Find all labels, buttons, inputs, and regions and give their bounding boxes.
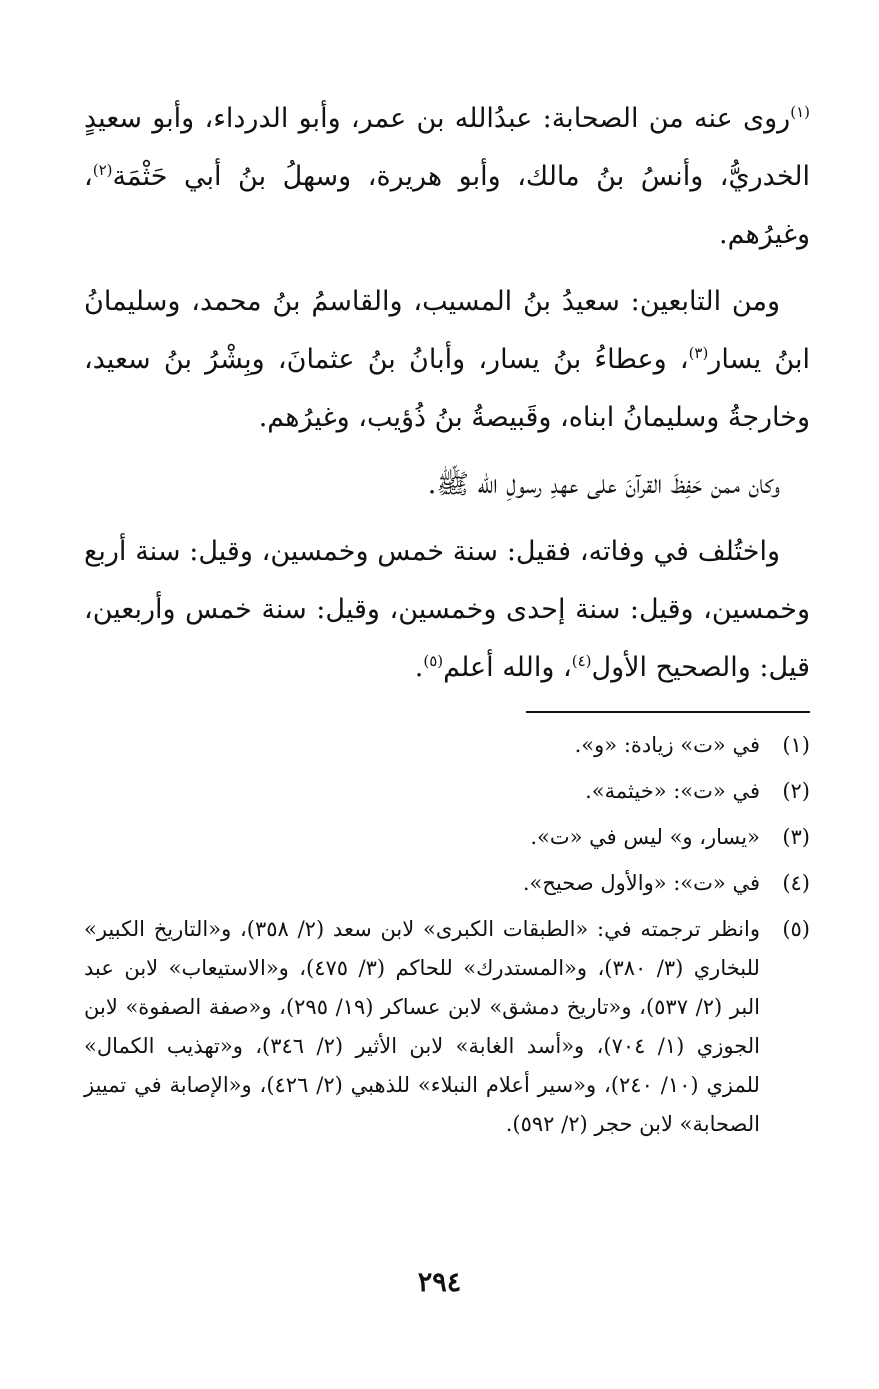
footnote-marker-3: (٣) (688, 344, 709, 362)
footnote-text: وانظر ترجمته في: «الطبقات الكبرى» لابن سعد (٢/ ٣٥٨)، و«التاريخ الكبير» للبخاري (٣/ ٣٨٠)، و«المستدرك» للحاكم (٣/ ٤٧٥)، و«الاستيعاب» لابن عبد البر (٢/ ٥٣٧)، و«تاريخ دمشق» لابن عساكر (١٩/ ٢٩٥)، و«صفة الصفوة» لابن الجوزي (١/ ٧٠٤)، و«أسد الغابة» لابن الأثير (٢/ ٣٤٦)، و«تهذيب الكمال» للمزي (١٠/ ٢٤٠)، و«سير أعلام النبلاء» للذهبي (٢/ ٤٢٦)، و«الإصابة في تمييز الصحابة» لابن حجر (٢/ ٥٩٢). (84, 917, 760, 1136)
footnote-marker-1: (١) (790, 103, 810, 121)
footnote-item (84, 726, 810, 765)
paragraph-companions-text: روى عنه من الصحابة: عبدُالله بن عمر، وأبو الدرداء، وأبو سعيدٍ الخدريُّ، وأنسُ بنُ مالك، وأبو هريرة، وسهلُ بنُ أبي حَثْمَة (84, 103, 810, 192)
footnote-item (84, 910, 810, 1144)
footnote-item (84, 818, 810, 857)
paragraph-followers-text: ومن التابعين: سعيدُ بنُ المسيب، والقاسمُ بنُ محمد، وسليمانُ ابنُ يسار (84, 286, 810, 375)
footnote-text: في «ت»: «خيثمة». (585, 779, 760, 803)
paragraph-death-mid: ، والله أعلم (443, 652, 572, 683)
paragraph-quran: وكان ممن حَفِظَ القرآنَ على عهدِ رسولِ الله ﷺ. (427, 469, 780, 500)
paragraph-death (84, 523, 810, 697)
paragraph-followers-end: ، وعطاءُ بنُ يسار، وأبانُ بنُ عثمانَ، وبِشْرُ بنُ سعيد، وخارجةُ وسليمانُ ابناه، وقَبيصةُ بنُ ذُؤيب، وغيرُهم. (84, 344, 810, 433)
footnote-separator (526, 711, 810, 713)
paragraph-death-text: واختُلف في وفاته، فقيل: سنة خمس وخمسين، وقيل: سنة أربع وخمسين، وقيل: سنة إحدى وخمسين، وقيل: سنة خمس وأربعين، قيل: والصحيح الأول (84, 536, 810, 683)
paragraph-companions (84, 90, 810, 264)
paragraph-death-end: . (414, 652, 424, 683)
footnote-number: (٤) (782, 871, 810, 895)
footnote-marker-2: (٢) (92, 161, 113, 179)
footnote-text: «يسار، و» ليس في «ت». (530, 825, 760, 849)
footnote-number: (٢) (782, 779, 810, 803)
footnote-marker-4: (٤) (571, 652, 592, 670)
footnote-text: في «ت» زيادة: «و». (574, 733, 760, 757)
footnote-marker-5: (٥) (423, 652, 444, 670)
footnotes (84, 726, 810, 1151)
paragraph-followers (84, 273, 810, 447)
footnote-text: في «ت»: «والأول صحيح». (522, 871, 760, 895)
footnote-item (84, 864, 810, 903)
paragraph-companions-end: ، وغيرُهم. (84, 161, 810, 250)
footnote-number: (١) (782, 733, 810, 757)
footnote-number: (٥) (782, 917, 810, 941)
main-text (84, 90, 810, 706)
footnote-number: (٣) (782, 825, 810, 849)
footnote-item (84, 772, 810, 811)
page-number: ٢٩٤ (417, 1267, 462, 1298)
